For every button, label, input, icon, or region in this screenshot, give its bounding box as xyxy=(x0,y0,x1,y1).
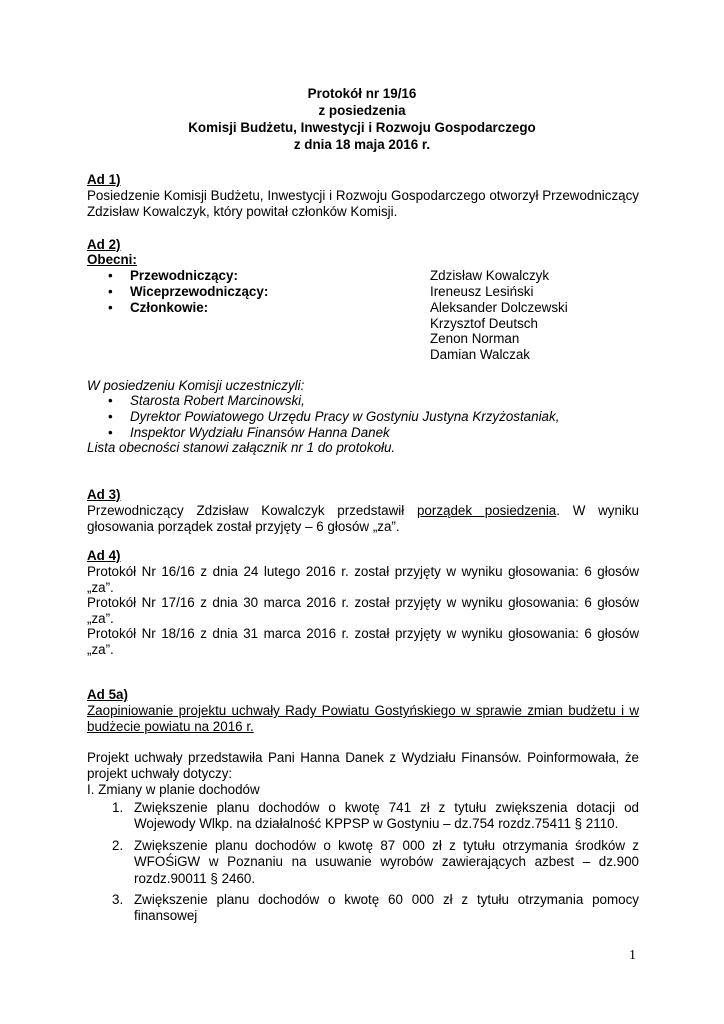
ad2-heading: Ad 2) xyxy=(87,237,121,252)
committee-name: Komisji Budżetu, Inwestycji i Rozwoju Gospodarczego xyxy=(188,120,536,135)
bullet-icon: • xyxy=(108,300,113,315)
revenue-section-title: I. Zmiany w planie dochodów xyxy=(87,782,260,797)
bullet-icon: • xyxy=(108,268,113,283)
ad4-protocol-item: Protokół Nr 18/16 z dnia 31 marca 2016 r. został przyjęty w wyniku głosowania: 6 głosów „za”. xyxy=(87,626,639,658)
ad3-text-before: Przewodniczący Zdzisław Kowalczyk przedstawił xyxy=(87,503,417,518)
item-text: Zwiększenie planu dochodów o kwotę 87 000 zł z tytułu otrzymania środków z WFOŚiGW w Poznaniu na usuwanie wyrobów zawierających azbest – dz.900 rozdz.90011 § 2460. xyxy=(134,838,639,886)
item-number: 1. xyxy=(112,800,124,815)
role-label: Członkowie: xyxy=(130,300,209,315)
ad4-protocol-item: Protokół Nr 17/16 z dnia 30 marca 2016 r. został przyjęty w wyniku głosowania: 6 głosów „za”. xyxy=(87,595,639,627)
ad5a-subject: Zaopiniowanie projektu uchwały Rady Powiatu Gostyńskiego w sprawie zmian budżetu i w budżecie powiatu na 2016 r. xyxy=(87,703,639,735)
present-label: Obecni: xyxy=(87,252,137,267)
member-name: Zdzisław Kowalczyk xyxy=(430,268,550,283)
ad4-protocol-item: Protokół Nr 16/16 z dnia 24 lutego 2016 r. został przyjęty w wyniku głosowania: 6 głosów „za”. xyxy=(87,564,639,596)
member-name: Krzysztof Deutsch xyxy=(430,316,538,331)
ad3-heading: Ad 3) xyxy=(87,487,121,502)
page-number: 1 xyxy=(629,948,636,963)
participant-text: Dyrektor Powiatowego Urzędu Pracy w Gostyniu Justyna Krzyżostaniak, xyxy=(130,409,560,424)
attendance-note: Lista obecności stanowi załącznik nr 1 do protokołu. xyxy=(87,440,396,455)
ad5a-intro: Projekt uchwały przedstawiła Pani Hanna Danek z Wydziału Finansów. Poinformowała, że projekt uchwały dotyczy: xyxy=(87,750,639,782)
participant-text: Inspektor Wydziału Finansów Hanna Danek xyxy=(130,425,390,440)
ad4-heading: Ad 4) xyxy=(87,548,121,563)
member-name: Aleksander Dolczewski xyxy=(430,300,568,315)
role-label: Przewodniczący: xyxy=(130,268,238,283)
member-name: Zenon Norman xyxy=(430,331,520,346)
bullet-icon: • xyxy=(108,425,113,440)
role-label: Wiceprzewodniczący: xyxy=(130,284,269,299)
meeting-date: z dnia 18 maja 2016 r. xyxy=(293,137,431,152)
item-number: 3. xyxy=(112,892,124,907)
member-name: Ireneusz Lesiński xyxy=(430,284,534,299)
item-text: Zwiększenie planu dochodów o kwotę 60 000 zł z tytułu otrzymania pomocy finansowej xyxy=(134,892,639,924)
protocol-subtitle: z posiedzenia xyxy=(318,103,406,118)
ad1-text: Posiedzenie Komisji Budżetu, Inwestycji i Rozwoju Gospodarczego otworzył Przewodniczący Zdzisław Kowalczyk, który powitał członków Komisji. xyxy=(87,188,639,220)
ad3-text xyxy=(87,503,639,536)
participant-text: Starosta Robert Marcinowski, xyxy=(130,393,305,408)
agenda-link[interactable]: porządek posiedzenia xyxy=(416,503,557,518)
ad1-heading: Ad 1) xyxy=(87,172,121,187)
participants-intro: W posiedzeniu Komisji uczestniczyli: xyxy=(87,378,305,393)
item-number: 2. xyxy=(112,838,124,853)
ad5a-heading: Ad 5a) xyxy=(87,687,128,702)
protocol-title: Protokół nr 19/16 xyxy=(307,86,417,101)
item-text: Zwiększenie planu dochodów o kwotę 741 zł z tytułu zwiększenia dotacji od Wojewody Wlkp. na działalność KPPSP w Gostyniu – dz.754 rozdz.75411 § 2110. xyxy=(134,800,639,832)
ad3-text-after: . W wyniku głosowania porządek został przyjęty – 6 głosów „za”. xyxy=(87,503,640,535)
member-name: Damian Walczak xyxy=(430,347,530,362)
bullet-icon: • xyxy=(108,409,113,424)
bullet-icon: • xyxy=(108,393,113,408)
bullet-icon: • xyxy=(108,284,113,299)
